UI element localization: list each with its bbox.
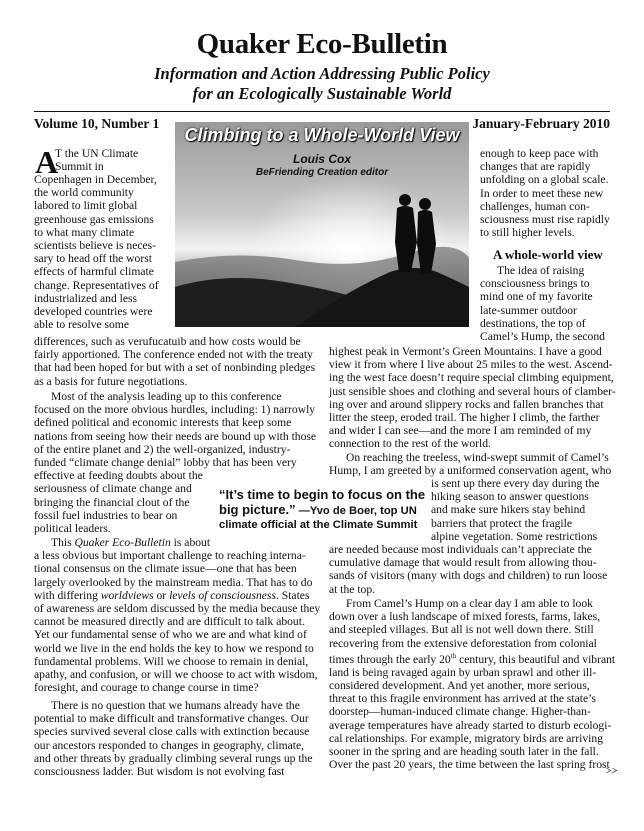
text-line: and wider I can see—and the more I am reminded of my bbox=[329, 424, 592, 438]
text-line: consciousness brings to bbox=[480, 277, 590, 291]
text-line: differences, such as verufucatuib and how costs would be bbox=[34, 335, 301, 348]
continued-marker: >> bbox=[606, 766, 618, 777]
pull-quote-line: big picture.” —Yvo de Boer, top UN bbox=[219, 502, 417, 517]
text-line: to still higher levels. bbox=[480, 226, 575, 240]
text-line: destinations, the top of bbox=[480, 316, 586, 330]
text-line: that had been hoped for but with a set of nonbinding pledges bbox=[34, 361, 316, 375]
text-line: and steepled villages. But all is not well down there. Still bbox=[329, 623, 594, 637]
text-line: nations from seeing how their needs are bound up with those bbox=[34, 429, 317, 443]
text-line: ing over and around slippery rocks and fallen branches that bbox=[329, 397, 604, 411]
text-line: Yet our fundamental sense of who we are and what kind of bbox=[34, 628, 307, 642]
text-line: Over the past 20 years, the time between the last spring frost bbox=[329, 758, 610, 772]
text-line: species survived several close calls with extinction because bbox=[34, 725, 310, 739]
issue-date: January-February 2010 bbox=[472, 116, 610, 131]
pull-quote-line: “It’s time to begin to focus on the bbox=[219, 487, 426, 502]
text-line: highest peak in Vermont’s Green Mountains. I have a good bbox=[329, 345, 602, 358]
pull-quote-attribution: —Yvo de Boer, top UN bbox=[298, 505, 417, 517]
pull-quote-line: climate official at the Climate Summit bbox=[219, 518, 418, 531]
article-title: Climbing to a Whole-World View bbox=[184, 125, 460, 145]
text-line: are needed because most individuals can’t appreciate the bbox=[329, 543, 592, 556]
text-line: fundamental problems. Will we choose to remain in denial, bbox=[34, 654, 309, 668]
text-line: sands of visitors (many with dogs and children) to run loose bbox=[329, 569, 608, 583]
text-line: recovering from the extensive deforestation from colonial bbox=[329, 636, 597, 650]
newsletter-subtitle-line2: for an Ecologically Sustainable World bbox=[192, 84, 452, 103]
text-line: labored to limit global bbox=[34, 199, 138, 213]
text-line: mind one of my favorite bbox=[480, 290, 593, 304]
right-column-paragraph-2 bbox=[329, 451, 611, 477]
text-line: world we live in the end holds the key to how we respond to bbox=[34, 641, 314, 655]
text-line: a less obvious but important challenge to reaching interna- bbox=[34, 549, 306, 563]
text-line: challenges, human con- bbox=[480, 199, 590, 213]
text-line: doorstep—human-induced climate change. Higher-than- bbox=[329, 705, 591, 719]
left-column-paragraph-3 bbox=[34, 536, 320, 694]
text-line: sciousness must rise rapidly bbox=[480, 213, 610, 227]
text-line: The idea of raising bbox=[497, 264, 585, 277]
volume-number: Volume 10, Number 1 bbox=[34, 116, 160, 131]
text-line: industrialized and less bbox=[34, 291, 138, 305]
text-line: Hump, I am greeted by a uniformed conservation agent, who bbox=[329, 464, 612, 478]
text-line: threat to this fragile environment has arrived at the state’s bbox=[329, 692, 596, 706]
article-author-role: BeFriending Creation editor bbox=[255, 167, 389, 178]
text-line: focused on the more obvious hurdles, including: 1) narrowly bbox=[34, 403, 316, 417]
text-line: sary to head off the worst bbox=[34, 252, 152, 266]
section-heading: A whole-world view bbox=[493, 247, 603, 262]
text-line: scientists believe is neces- bbox=[34, 239, 157, 253]
right-column-mid bbox=[480, 264, 605, 343]
newsletter-title: Quaker Eco-Bulletin bbox=[196, 28, 448, 60]
text-line: Summit in bbox=[55, 160, 104, 174]
text-line: foresight, and courage to change course in time? bbox=[34, 681, 259, 695]
text-line: and make sure hikers stay behind bbox=[431, 503, 586, 517]
text-line: enough to keep pace with bbox=[480, 147, 599, 160]
newsletter-subtitle-line1: Information and Action Addressing Public Policy bbox=[154, 64, 490, 83]
text-line: political leaders. bbox=[34, 522, 111, 536]
text-line: the world community bbox=[34, 186, 134, 200]
text-line: hiking season to answer questions bbox=[431, 490, 589, 504]
text-line: ing the west face doesn’t require special climbing equipment, bbox=[329, 371, 614, 385]
text-line: to what many climate bbox=[34, 225, 135, 239]
left-column-upper-first-lines bbox=[55, 147, 138, 173]
text-line: Camel’s Hump, the second bbox=[480, 330, 605, 344]
text-line: alpine vegetation. Some restrictions bbox=[431, 529, 598, 543]
text-line: change. Representatives of bbox=[34, 278, 159, 292]
text-line: sooner in the spring and are heading south later in the fall. bbox=[329, 745, 599, 759]
text-line: tional consensus on the climate issue—one that has been bbox=[34, 562, 297, 576]
text-line: There is no question that we humans already have the bbox=[51, 699, 300, 712]
text-line: In order to meet these new bbox=[480, 186, 604, 200]
text-line: of the entire planet and 2) the well-organized, industry- bbox=[34, 442, 291, 456]
text-line: funded “climate change denial” lobby that has been very bbox=[34, 456, 297, 470]
text-line: bringing the financial clout of the bbox=[34, 495, 190, 509]
text-line: developed countries were bbox=[34, 305, 153, 319]
text-line: land is being ravaged again by urban sprawl and other ill- bbox=[329, 665, 597, 679]
text-line: greenhouse gas emissions bbox=[34, 212, 154, 226]
text-line: unfolding on a global scale. bbox=[480, 173, 609, 187]
pull-quote bbox=[219, 487, 429, 532]
drop-cap: A bbox=[35, 144, 59, 180]
text-line: at the top. bbox=[329, 582, 376, 596]
text-line: effects of harmful climate bbox=[34, 265, 154, 279]
right-column-paragraph-4 bbox=[329, 597, 615, 772]
article-author: Louis Cox bbox=[292, 152, 351, 166]
right-column-narrow bbox=[431, 477, 599, 543]
text-line: Copenhagen in December, bbox=[34, 173, 157, 186]
text-line: view it from where I live about 25 miles to the west. Ascend- bbox=[329, 358, 613, 372]
text-line: and other threats by gradually climbing several rungs up the bbox=[34, 751, 313, 765]
text-line: as a basis for future negotiations. bbox=[34, 374, 188, 388]
text-line: changes that are rapidly bbox=[480, 160, 591, 174]
text-line: This Quaker Eco-Bulletin is about bbox=[51, 536, 211, 549]
text-line: our ancestors responded to changes in geography, climate, bbox=[34, 738, 305, 752]
text-line: down over a lush landscape of mixed forests, farms, lakes, bbox=[329, 610, 601, 624]
text-line: cal relationships. For example, migratory birds are arriving bbox=[329, 731, 603, 745]
text-line: considered development. And yet another, more serious, bbox=[329, 679, 590, 693]
text-line: cumulative damage that would result from allowing thou- bbox=[329, 556, 597, 570]
text-line: apathy, and confusion, or will we choose to act with wisdom, bbox=[34, 668, 318, 682]
text-line: On reaching the treeless, wind-swept summit of Camel’s bbox=[346, 451, 609, 464]
right-column-upper bbox=[480, 147, 610, 239]
text-line: fairly apportioned. The conference ended not with the treaty bbox=[34, 348, 313, 362]
text-line: From Camel’s Hump on a clear day I am able to look bbox=[346, 597, 593, 610]
text-line: litter the steep, eroded trail. The higher I climb, the farther bbox=[329, 411, 600, 425]
text-line: T the UN Climate bbox=[55, 147, 139, 160]
text-line: late-summer outdoor bbox=[480, 303, 577, 317]
right-column-paragraph-1 bbox=[329, 345, 616, 451]
text-line: potential to make difficult and transformative changes. Our bbox=[34, 712, 309, 726]
text-line: effective at feeding doubts about the bbox=[34, 469, 203, 483]
left-column-upper bbox=[34, 173, 159, 331]
left-column-paragraph-4 bbox=[34, 699, 313, 778]
text-line: of awareness are seldom discussed by the media because they bbox=[34, 602, 321, 616]
text-line: defined political and economic interests that keep some bbox=[34, 416, 292, 430]
text-line: able to resolve some bbox=[34, 318, 129, 332]
right-column-paragraph-3 bbox=[329, 543, 607, 596]
text-line: cannot be measured directly and are difficult to talk about. bbox=[34, 615, 305, 629]
text-line: connection to the rest of the world. bbox=[329, 437, 491, 451]
publication-name: Quaker Eco-Bulletin bbox=[74, 536, 171, 549]
text-line: with differing worldviews or levels of consciousness. States bbox=[34, 588, 310, 602]
text-line: consciousness ladder. But wisdom is not evolving fast bbox=[34, 765, 285, 779]
text-line: largely overlooked by the mainstream media. That has to do bbox=[34, 575, 313, 589]
text-line: fossil fuel industries to bear on bbox=[34, 508, 178, 522]
text-line: Most of the analysis leading up to this conference bbox=[51, 390, 282, 403]
text-line: barriers that protect the fragile bbox=[431, 516, 572, 530]
text-line: just sensible shoes and clothing and several hours of clamber- bbox=[329, 384, 616, 398]
text-line: times through the early 20th century, this beautiful and vibrant bbox=[329, 651, 616, 666]
masthead-rule bbox=[34, 111, 610, 112]
text-line: is sent up there every day during the bbox=[431, 477, 600, 490]
left-column-paragraph-1 bbox=[34, 335, 315, 388]
text-line: average temperatures have already started to disturb ecologi- bbox=[329, 718, 612, 732]
text-line: seriousness of climate change and bbox=[34, 482, 192, 496]
summit-photo bbox=[175, 122, 469, 327]
